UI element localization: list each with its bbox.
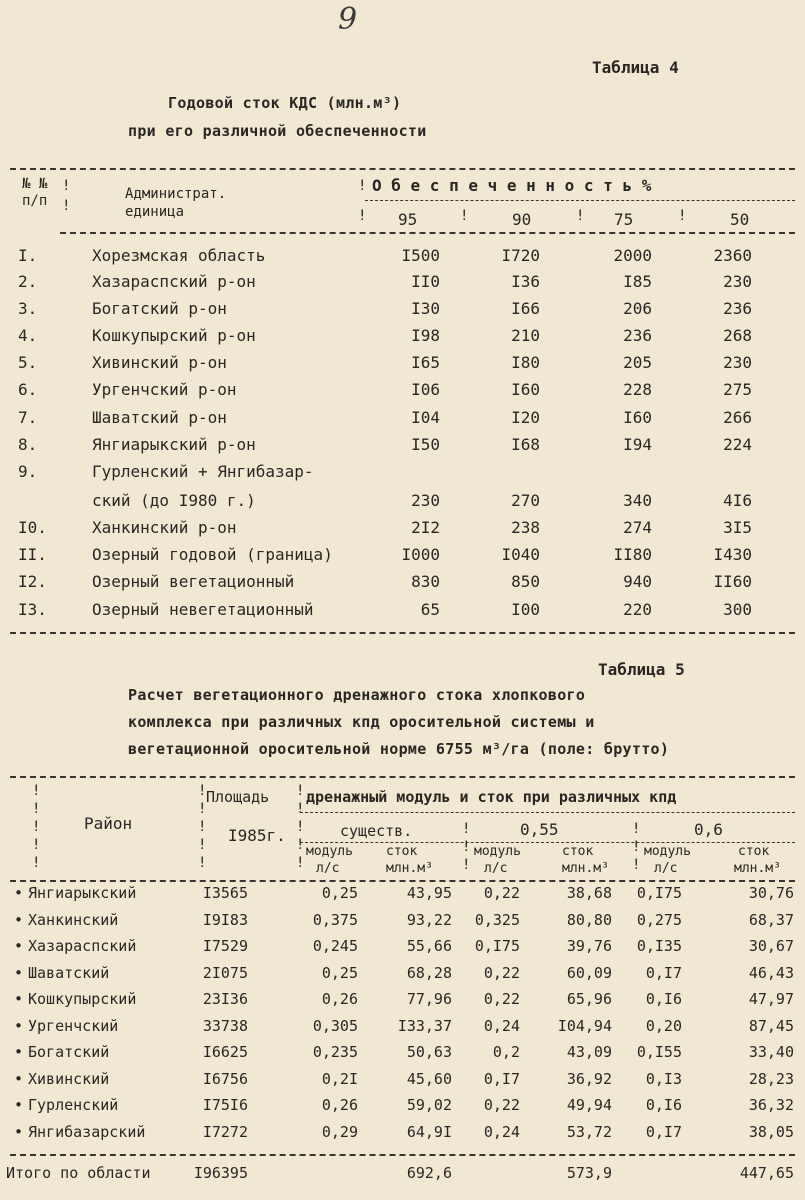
stok-existing: 68,28 [406,963,452,982]
district-name: Ургенчский [28,1016,119,1035]
stok-055: I04,94 [557,1016,612,1035]
table4-row [0,408,805,434]
row-number: 8. [18,435,38,454]
stok-06: 30,67 [748,937,794,955]
modul-existing: 0,245 [312,937,358,955]
modul-06: 0,20 [645,1016,682,1035]
value-95: 2I2 [411,518,440,537]
district-name: Богатский [28,1043,110,1061]
value-50: II60 [713,572,752,591]
total-label: Итого по области [6,1164,151,1182]
value-95: I06 [411,380,440,399]
value-90: I20 [511,408,540,427]
value-50: 3I5 [723,518,752,537]
table4-label: Таблица 4 [592,58,679,77]
table5-title-line2: комплекса при различных кпд оросительной системы и [128,713,595,731]
table4-row [0,246,805,272]
row-number: 6. [18,380,38,399]
row-number: 5. [18,353,38,372]
modul-055: 0,22 [483,1096,520,1114]
row-bullet: • [14,1096,24,1114]
stok-06: 87,45 [748,1016,794,1035]
row-bullet: • [14,884,24,902]
row-bullet: • [14,1122,24,1141]
stok-06: 36,32 [748,1096,794,1114]
value-95: I04 [411,408,440,427]
value-50: 230 [723,353,752,372]
row-bullet: • [14,1016,24,1035]
value-95: I000 [401,545,440,564]
district-name: Гурленский [28,1096,119,1114]
value-90: 850 [511,572,540,591]
table4-row [0,572,805,598]
t5-header-drain: дренажный модуль и сток при различных кпд [306,788,677,806]
t5-header-district: Район [84,814,133,833]
value-75: 206 [623,299,652,318]
table5-row [0,1123,805,1149]
table4-row [0,380,805,406]
stok-055: 53,72 [566,1122,612,1141]
table4-row [0,462,805,488]
stok-existing: 55,66 [406,937,452,955]
t5-h-stok-unit-2: млн.м³ [562,861,609,876]
table5-row [0,884,805,910]
row-number: 7. [18,408,38,427]
value-75: 340 [623,491,652,510]
modul-06: 0,I6 [645,990,682,1008]
stok-06: 33,40 [748,1043,794,1061]
t5-header-area: Площадь [206,788,270,806]
t5-header-k55: 0,55 [520,820,559,839]
page-number: 9 [338,2,358,37]
value-90: 238 [511,518,540,537]
table5-title-line1: Расчет вегетационного дренажного стока хлопкового [128,686,586,704]
district-name: Шаватский [28,963,110,982]
t4-vsep-7: ! [678,208,687,224]
stok-055: 65,96 [566,990,612,1008]
table5-row [0,911,805,937]
district-name: Хивинский [28,1069,110,1088]
value-50: I430 [713,545,752,564]
t5-drain-vsep: ! ! ! ! ! [296,783,305,871]
unit-name: ский (до I980 г.) [92,491,256,510]
table5-total-rule [10,1154,795,1156]
district-name: Кошкупырский [28,990,137,1008]
row-bullet: • [14,990,24,1008]
t5-header-year: I985г. [228,826,286,845]
value-75: 2000 [613,246,652,265]
area-value: 23I36 [202,990,248,1008]
modul-055: 0,I75 [474,937,520,955]
area-value: 33738 [202,1016,248,1035]
stok-existing: I33,37 [397,1016,452,1035]
stok-existing: 93,22 [406,910,452,929]
stok-055: 60,09 [566,963,612,982]
stok-existing: 64,9I [406,1122,452,1141]
modul-existing: 0,2I [321,1069,358,1088]
modul-055: 0,24 [483,1122,520,1141]
unit-name: Хивинский р-он [92,353,227,372]
modul-06: 0,I55 [636,1043,682,1061]
t4-header-95: 95 [398,210,418,229]
table4-header-rule [60,232,795,234]
total-s1: 692,6 [406,1164,452,1182]
modul-055: 0,22 [483,963,520,982]
value-95: I65 [411,353,440,372]
stok-existing: 59,02 [406,1096,452,1114]
value-50: 4I6 [723,491,752,510]
t4-header-num: № № [22,176,48,192]
row-bullet: • [14,937,24,955]
table4-row [0,600,805,626]
t4-header-unit1: Администрат. [125,186,227,202]
area-value: I75I6 [202,1096,248,1114]
t4-vsep-5: ! [460,208,469,224]
t5-area-vsep: ! ! ! ! ! [198,783,207,871]
value-95: 65 [420,600,440,619]
value-95: 830 [411,572,440,591]
value-50: 266 [723,408,752,427]
value-50: 300 [723,600,752,619]
district-name: Янгиарыкский [28,884,137,902]
area-value: I7529 [202,937,248,955]
table4-row [0,272,805,298]
t4-vsep-4: ! [358,208,367,224]
modul-existing: 0,25 [321,963,358,982]
table4-top-rule [10,168,795,170]
value-95: I50 [411,435,440,454]
value-90: I36 [511,272,540,291]
t4-vsep-3: ! [358,178,367,194]
row-bullet: • [14,1069,24,1088]
value-75: 205 [623,353,652,372]
modul-existing: 0,25 [321,884,358,902]
table5-row [0,1043,805,1069]
t4-header-num2: п/п [22,193,48,209]
table5-row [0,1017,805,1043]
table5-header-rule [10,880,795,882]
value-95: 230 [411,491,440,510]
modul-055: 0,I7 [483,1069,520,1088]
t4-header-50: 50 [730,210,750,229]
t4-vsep-1: ! [62,178,71,194]
table4-row [0,353,805,379]
t5-h-modul-1: модуль [306,844,353,859]
stok-055: 39,76 [566,937,612,955]
stok-existing: 77,96 [406,990,452,1008]
t4-header-90: 90 [512,210,532,229]
t5-h-stok-1: сток [386,844,418,859]
table4-row [0,299,805,325]
modul-055: 0,325 [474,910,520,929]
area-value: I7272 [202,1122,248,1141]
modul-existing: 0,29 [321,1122,358,1141]
value-90: I68 [511,435,540,454]
unit-name: Озерный вегетационный [92,572,295,591]
stok-055: 43,09 [566,1043,612,1061]
modul-existing: 0,26 [321,990,358,1008]
row-bullet: • [14,963,24,982]
stok-existing: 43,95 [406,884,452,902]
t5-h-modul-2: модуль [474,844,521,859]
value-95: I98 [411,326,440,345]
t5-h-modul-unit-1: л/с [316,861,340,876]
table4-title-line1: Годовой сток КДС (млн.м³) [168,94,402,112]
table4-row [0,435,805,461]
stok-055: 38,68 [566,884,612,902]
unit-name: Янгиарыкский р-он [92,435,256,454]
value-75: I60 [623,408,652,427]
stok-055: 36,92 [566,1069,612,1088]
value-90: I040 [501,545,540,564]
table4-title-line2: при его различной обеспеченности [128,122,427,140]
value-90: 210 [511,326,540,345]
value-50: 275 [723,380,752,399]
t4-header-75: 75 [614,210,634,229]
value-50: 230 [723,272,752,291]
row-number: II. [18,545,47,564]
total-s2: 573,9 [566,1164,612,1182]
table5-row [0,990,805,1016]
value-95: I30 [411,299,440,318]
unit-name: Богатский р-он [92,299,227,318]
unit-name: Кошкупырский р-он [92,326,256,345]
modul-existing: 0,26 [321,1096,358,1114]
stok-06: 38,05 [748,1122,794,1141]
unit-name: Хорезмская область [92,246,266,265]
value-75: 940 [623,572,652,591]
table5-title-line3: вегетационной оросительной норме 6755 м³/га (поле: брутто) [128,740,670,758]
row-number: I. [18,246,38,265]
modul-055: 0,24 [483,1016,520,1035]
stok-06: 30,76 [748,884,794,902]
t5-h-modul-unit-3: л/с [654,861,678,876]
row-number: 9. [18,462,38,481]
value-75: I94 [623,435,652,454]
area-value: I6625 [202,1043,248,1061]
modul-06: 0,I6 [645,1096,682,1114]
modul-06: 0,I7 [645,963,682,982]
stok-existing: 50,63 [406,1043,452,1061]
modul-055: 0,22 [483,884,520,902]
value-95: I500 [401,246,440,265]
row-number: 2. [18,272,38,291]
table5-row [0,1070,805,1096]
unit-name: Озерный годовой (граница) [92,545,333,564]
district-name: Хазараспский [28,937,137,955]
t5-h-stok-unit-1: млн.м³ [386,861,433,876]
stok-06: 47,97 [748,990,794,1008]
total-s3: 447,65 [739,1164,794,1182]
stok-06: 46,43 [748,963,794,982]
unit-name: Ханкинский р-он [92,518,237,537]
modul-06: 0,275 [636,910,682,929]
table4-row [0,545,805,571]
value-75: 236 [623,326,652,345]
unit-name: Озерный невегетационный [92,600,314,619]
t5-left-vsep: ! ! ! ! ! [32,783,41,871]
value-90: I80 [511,353,540,372]
t4-sub-rule [365,200,795,201]
modul-existing: 0,375 [312,910,358,929]
unit-name: Шаватский р-он [92,408,227,427]
row-bullet: • [14,910,24,929]
value-90: 270 [511,491,540,510]
modul-06: 0,I75 [636,884,682,902]
area-value: 2I075 [202,963,248,982]
value-90: I60 [511,380,540,399]
t5-h-stok-unit-3: млн.м³ [734,861,781,876]
t5-header-k6: 0,6 [694,820,723,839]
t4-vsep-2: ! [62,198,71,214]
row-number: 4. [18,326,38,345]
modul-06: 0,I3 [645,1069,682,1088]
modul-055: 0,22 [483,990,520,1008]
stok-055: 80,80 [566,910,612,929]
t5-h-modul-unit-2: л/с [484,861,508,876]
t4-vsep-6: ! [576,208,585,224]
value-50: 268 [723,326,752,345]
area-value: I9I83 [202,910,248,929]
value-75: 228 [623,380,652,399]
row-number: I3. [18,600,47,619]
stok-06: 28,23 [748,1069,794,1088]
t5-vsep-a: ! ! ! [462,821,471,873]
row-number: I2. [18,572,47,591]
stok-06: 68,37 [748,910,794,929]
district-name: Янгибазарский [28,1122,146,1141]
modul-existing: 0,235 [312,1043,358,1061]
value-90: I00 [511,600,540,619]
modul-06: 0,I7 [645,1122,682,1141]
value-75: 220 [623,600,652,619]
area-value: I6756 [202,1069,248,1088]
t5-h-modul-3: модуль [644,844,691,859]
value-90: I720 [501,246,540,265]
t5-header-existing: существ. [340,822,413,840]
value-90: I66 [511,299,540,318]
row-number: I0. [18,518,47,537]
table5-row [0,964,805,990]
table4-bottom-rule [10,632,795,634]
table5-row [0,1096,805,1122]
value-75: II80 [613,545,652,564]
area-value: I3565 [202,884,248,902]
modul-existing: 0,305 [312,1016,358,1035]
value-50: 236 [723,299,752,318]
t4-header-supply: О б е с п е ч е н н о с т ь % [372,176,652,195]
t5-sub-rule2 [300,842,795,843]
row-bullet: • [14,1043,24,1061]
t5-vsep-b: ! ! ! [632,821,641,873]
t4-header-unit2: единица [125,204,185,220]
modul-055: 0,2 [492,1043,520,1061]
unit-name: Хазараспский р-он [92,272,256,291]
table5-top-rule [10,776,795,778]
t5-h-stok-3: сток [738,844,770,859]
value-50: 2360 [713,246,752,265]
unit-name: Ургенчский р-он [92,380,237,399]
district-name: Ханкинский [28,910,119,929]
table4-row [0,518,805,544]
t5-h-stok-2: сток [562,844,594,859]
table4-row [0,491,805,517]
value-95: II0 [411,272,440,291]
t5-sub-rule [300,812,795,813]
table5-label: Таблица 5 [598,660,685,679]
value-75: I85 [623,272,652,291]
unit-name: Гурленский + Янгибазар- [92,462,314,481]
stok-055: 49,94 [566,1096,612,1114]
table5-total-row [0,1164,805,1190]
stok-existing: 45,60 [406,1069,452,1088]
value-75: 274 [623,518,652,537]
row-number: 3. [18,299,38,318]
table5-row [0,937,805,963]
table4-row [0,326,805,352]
total-area: I96395 [193,1164,248,1182]
modul-06: 0,I35 [636,937,682,955]
value-50: 224 [723,435,752,454]
